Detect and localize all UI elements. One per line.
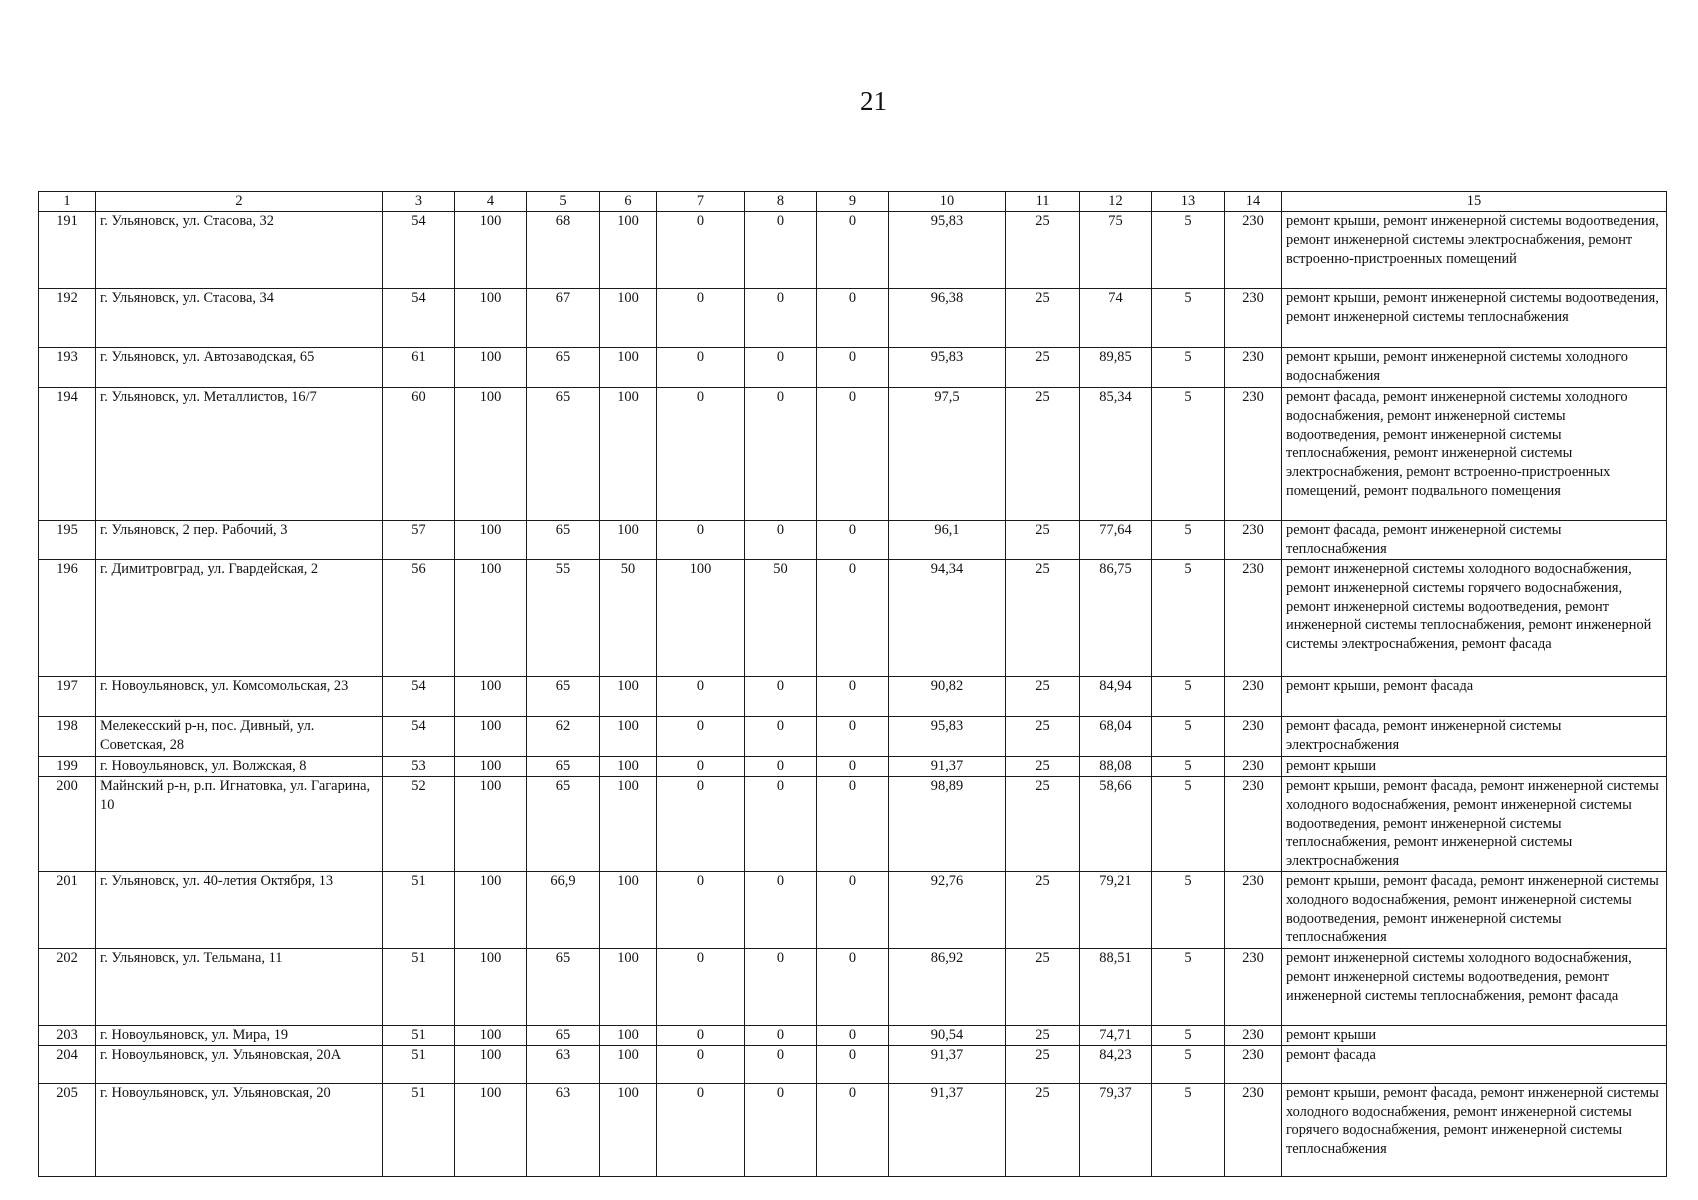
value-cell-c10: 97,5 xyxy=(889,388,1006,521)
table-row xyxy=(39,677,1667,717)
value-cell-c3: 54 xyxy=(383,677,455,717)
works-cell: ремонт крыши, ремонт инженерной системы водоотведения, ремонт инженерной системы электроснабжения, ремонт встроенно-пристроенных помещений xyxy=(1282,212,1667,289)
address-cell: г. Димитровград, ул. Гвардейская, 2 xyxy=(96,560,383,677)
value-cell-c8: 0 xyxy=(745,677,817,717)
value-cell-c12: 77,64 xyxy=(1080,521,1152,560)
value-cell-c3: 54 xyxy=(383,212,455,289)
address-cell: г. Ульяновск, ул. Автозаводская, 65 xyxy=(96,348,383,388)
value-cell-c7: 0 xyxy=(657,757,745,777)
works-cell: ремонт фасада xyxy=(1282,1045,1667,1083)
value-cell-c12: 79,37 xyxy=(1080,1083,1152,1176)
value-cell-c13: 5 xyxy=(1152,872,1225,949)
column-header: 8 xyxy=(745,192,817,212)
value-cell-c7: 0 xyxy=(657,1045,745,1083)
value-cell-c9: 0 xyxy=(817,388,889,521)
value-cell-c9: 0 xyxy=(817,717,889,757)
value-cell-c8: 0 xyxy=(745,717,817,757)
value-cell-c4: 100 xyxy=(455,677,527,717)
address-cell: г. Ульяновск, 2 пер. Рабочий, 3 xyxy=(96,521,383,560)
value-cell-c10: 95,83 xyxy=(889,717,1006,757)
value-cell-c6: 100 xyxy=(600,949,657,1026)
value-cell-c11: 25 xyxy=(1006,949,1080,1026)
value-cell-c5: 65 xyxy=(527,521,600,560)
value-cell-c9: 0 xyxy=(817,677,889,717)
value-cell-c6: 50 xyxy=(600,560,657,677)
value-cell-c14: 230 xyxy=(1225,949,1282,1026)
value-cell-c8: 0 xyxy=(745,388,817,521)
value-cell-c13: 5 xyxy=(1152,521,1225,560)
value-cell-c5: 63 xyxy=(527,1083,600,1176)
value-cell-c8: 0 xyxy=(745,1026,817,1046)
value-cell-c8: 50 xyxy=(745,560,817,677)
value-cell-c5: 65 xyxy=(527,677,600,717)
value-cell-c14: 230 xyxy=(1225,289,1282,348)
value-cell-c13: 5 xyxy=(1152,348,1225,388)
value-cell-c6: 100 xyxy=(600,521,657,560)
value-cell-c12: 58,66 xyxy=(1080,777,1152,872)
value-cell-c11: 25 xyxy=(1006,1026,1080,1046)
value-cell-c4: 100 xyxy=(455,1083,527,1176)
value-cell-c3: 54 xyxy=(383,717,455,757)
value-cell-c12: 74 xyxy=(1080,289,1152,348)
value-cell-c13: 5 xyxy=(1152,560,1225,677)
repair-program-table xyxy=(38,191,1667,1177)
value-cell-c4: 100 xyxy=(455,717,527,757)
value-cell-c11: 25 xyxy=(1006,560,1080,677)
table-body xyxy=(39,212,1667,1177)
works-cell: ремонт крыши, ремонт фасада, ремонт инженерной системы холодного водоснабжения, ремонт инженерной системы водоотведения, ремонт инженерной системы теплоснабжения xyxy=(1282,872,1667,949)
table-row xyxy=(39,949,1667,1026)
value-cell-c3: 57 xyxy=(383,521,455,560)
value-cell-c13: 5 xyxy=(1152,1026,1225,1046)
address-cell: г. Ульяновск, ул. Стасова, 34 xyxy=(96,289,383,348)
value-cell-c9: 0 xyxy=(817,1026,889,1046)
value-cell-c13: 5 xyxy=(1152,949,1225,1026)
column-header: 10 xyxy=(889,192,1006,212)
column-header: 12 xyxy=(1080,192,1152,212)
value-cell-c6: 100 xyxy=(600,1083,657,1176)
value-cell-c12: 68,04 xyxy=(1080,717,1152,757)
value-cell-c9: 0 xyxy=(817,949,889,1026)
value-cell-c11: 25 xyxy=(1006,521,1080,560)
works-cell: ремонт крыши, ремонт инженерной системы холодного водоснабжения xyxy=(1282,348,1667,388)
address-cell: г. Новоульяновск, ул. Ульяновская, 20 xyxy=(96,1083,383,1176)
value-cell-c3: 51 xyxy=(383,1026,455,1046)
value-cell-c3: 53 xyxy=(383,757,455,777)
column-header: 5 xyxy=(527,192,600,212)
value-cell-c13: 5 xyxy=(1152,388,1225,521)
value-cell-c14: 230 xyxy=(1225,1026,1282,1046)
value-cell-c13: 5 xyxy=(1152,289,1225,348)
value-cell-c4: 100 xyxy=(455,560,527,677)
value-cell-c3: 51 xyxy=(383,949,455,1026)
page-number: 21 xyxy=(860,86,887,116)
value-cell-c3: 54 xyxy=(383,289,455,348)
column-header: 13 xyxy=(1152,192,1225,212)
value-cell-c12: 88,51 xyxy=(1080,949,1152,1026)
value-cell-c10: 94,34 xyxy=(889,560,1006,677)
value-cell-c9: 0 xyxy=(817,757,889,777)
value-cell-c14: 230 xyxy=(1225,677,1282,717)
value-cell-c7: 0 xyxy=(657,388,745,521)
value-cell-c4: 100 xyxy=(455,348,527,388)
value-cell-c6: 100 xyxy=(600,872,657,949)
value-cell-c10: 91,37 xyxy=(889,1083,1006,1176)
value-cell-c10: 90,82 xyxy=(889,677,1006,717)
value-cell-c8: 0 xyxy=(745,212,817,289)
value-cell-c4: 100 xyxy=(455,1026,527,1046)
works-cell: ремонт фасада, ремонт инженерной системы теплоснабжения xyxy=(1282,521,1667,560)
value-cell-c3: 51 xyxy=(383,1083,455,1176)
row-number-cell: 192 xyxy=(39,289,96,348)
value-cell-c6: 100 xyxy=(600,289,657,348)
value-cell-c5: 65 xyxy=(527,1026,600,1046)
works-cell: ремонт крыши, ремонт фасада, ремонт инженерной системы холодного водоснабжения, ремонт инженерной системы горячего водоснабжения, ремонт инженерной системы теплоснабжения xyxy=(1282,1083,1667,1176)
value-cell-c12: 86,75 xyxy=(1080,560,1152,677)
value-cell-c7: 0 xyxy=(657,872,745,949)
address-cell: г. Новоульяновск, ул. Ульяновская, 20А xyxy=(96,1045,383,1083)
works-cell: ремонт крыши xyxy=(1282,1026,1667,1046)
value-cell-c11: 25 xyxy=(1006,388,1080,521)
value-cell-c14: 230 xyxy=(1225,348,1282,388)
value-cell-c8: 0 xyxy=(745,348,817,388)
value-cell-c14: 230 xyxy=(1225,388,1282,521)
value-cell-c10: 86,92 xyxy=(889,949,1006,1026)
value-cell-c7: 0 xyxy=(657,1083,745,1176)
value-cell-c13: 5 xyxy=(1152,757,1225,777)
value-cell-c5: 65 xyxy=(527,388,600,521)
value-cell-c11: 25 xyxy=(1006,212,1080,289)
value-cell-c10: 91,37 xyxy=(889,1045,1006,1083)
column-header: 15 xyxy=(1282,192,1667,212)
table-row xyxy=(39,757,1667,777)
value-cell-c10: 95,83 xyxy=(889,348,1006,388)
value-cell-c4: 100 xyxy=(455,388,527,521)
value-cell-c3: 52 xyxy=(383,777,455,872)
value-cell-c12: 89,85 xyxy=(1080,348,1152,388)
value-cell-c5: 66,9 xyxy=(527,872,600,949)
value-cell-c7: 0 xyxy=(657,348,745,388)
value-cell-c3: 61 xyxy=(383,348,455,388)
value-cell-c14: 230 xyxy=(1225,1045,1282,1083)
value-cell-c12: 88,08 xyxy=(1080,757,1152,777)
value-cell-c4: 100 xyxy=(455,777,527,872)
value-cell-c11: 25 xyxy=(1006,777,1080,872)
value-cell-c3: 51 xyxy=(383,872,455,949)
value-cell-c5: 55 xyxy=(527,560,600,677)
value-cell-c13: 5 xyxy=(1152,677,1225,717)
value-cell-c14: 230 xyxy=(1225,757,1282,777)
column-header: 11 xyxy=(1006,192,1080,212)
value-cell-c14: 230 xyxy=(1225,717,1282,757)
value-cell-c7: 0 xyxy=(657,212,745,289)
value-cell-c9: 0 xyxy=(817,1083,889,1176)
value-cell-c8: 0 xyxy=(745,872,817,949)
value-cell-c14: 230 xyxy=(1225,872,1282,949)
value-cell-c5: 65 xyxy=(527,777,600,872)
address-cell: г. Ульяновск, ул. Металлистов, 16/7 xyxy=(96,388,383,521)
value-cell-c4: 100 xyxy=(455,872,527,949)
value-cell-c8: 0 xyxy=(745,777,817,872)
table-row xyxy=(39,717,1667,757)
table-row xyxy=(39,777,1667,872)
value-cell-c4: 100 xyxy=(455,949,527,1026)
value-cell-c9: 0 xyxy=(817,560,889,677)
value-cell-c11: 25 xyxy=(1006,757,1080,777)
value-cell-c13: 5 xyxy=(1152,212,1225,289)
value-cell-c6: 100 xyxy=(600,1045,657,1083)
address-cell: г. Ульяновск, ул. Тельмана, 11 xyxy=(96,949,383,1026)
works-cell: ремонт инженерной системы холодного водоснабжения, ремонт инженерной системы водоотведения, ремонт инженерной системы теплоснабжения, ремонт фасада xyxy=(1282,949,1667,1026)
row-number-cell: 198 xyxy=(39,717,96,757)
works-cell: ремонт инженерной системы холодного водоснабжения, ремонт инженерной системы горячего водоснабжения, ремонт инженерной системы водоотведения, ремонт инженерной системы теплоснабжения, ремонт инженерной системы электроснабжения, ремонт фасада xyxy=(1282,560,1667,677)
table-row xyxy=(39,212,1667,289)
value-cell-c13: 5 xyxy=(1152,1045,1225,1083)
row-number-cell: 195 xyxy=(39,521,96,560)
value-cell-c5: 65 xyxy=(527,949,600,1026)
value-cell-c9: 0 xyxy=(817,777,889,872)
value-cell-c13: 5 xyxy=(1152,777,1225,872)
column-header: 7 xyxy=(657,192,745,212)
column-header: 9 xyxy=(817,192,889,212)
value-cell-c7: 0 xyxy=(657,521,745,560)
value-cell-c12: 85,34 xyxy=(1080,388,1152,521)
value-cell-c8: 0 xyxy=(745,521,817,560)
value-cell-c14: 230 xyxy=(1225,212,1282,289)
value-cell-c6: 100 xyxy=(600,757,657,777)
value-cell-c9: 0 xyxy=(817,212,889,289)
value-cell-c10: 90,54 xyxy=(889,1026,1006,1046)
table-row xyxy=(39,872,1667,949)
table-row xyxy=(39,348,1667,388)
row-number-cell: 204 xyxy=(39,1045,96,1083)
value-cell-c12: 79,21 xyxy=(1080,872,1152,949)
address-cell: Майнский р-н, р.п. Игнатовка, ул. Гагарина, 10 xyxy=(96,777,383,872)
value-cell-c14: 230 xyxy=(1225,1083,1282,1176)
value-cell-c7: 0 xyxy=(657,677,745,717)
value-cell-c7: 0 xyxy=(657,777,745,872)
value-cell-c9: 0 xyxy=(817,1045,889,1083)
row-number-cell: 193 xyxy=(39,348,96,388)
value-cell-c6: 100 xyxy=(600,1026,657,1046)
column-header: 2 xyxy=(96,192,383,212)
address-cell: г. Новоульяновск, ул. Волжская, 8 xyxy=(96,757,383,777)
column-header: 3 xyxy=(383,192,455,212)
value-cell-c3: 51 xyxy=(383,1045,455,1083)
value-cell-c8: 0 xyxy=(745,1083,817,1176)
value-cell-c14: 230 xyxy=(1225,560,1282,677)
address-cell: г. Новоульяновск, ул. Комсомольская, 23 xyxy=(96,677,383,717)
row-number-cell: 201 xyxy=(39,872,96,949)
row-number-cell: 203 xyxy=(39,1026,96,1046)
column-number-row xyxy=(39,192,1667,212)
value-cell-c4: 100 xyxy=(455,1045,527,1083)
value-cell-c7: 0 xyxy=(657,949,745,1026)
value-cell-c8: 0 xyxy=(745,289,817,348)
value-cell-c6: 100 xyxy=(600,777,657,872)
value-cell-c10: 95,83 xyxy=(889,212,1006,289)
value-cell-c12: 75 xyxy=(1080,212,1152,289)
value-cell-c3: 60 xyxy=(383,388,455,521)
table-row xyxy=(39,1026,1667,1046)
value-cell-c7: 100 xyxy=(657,560,745,677)
value-cell-c10: 92,76 xyxy=(889,872,1006,949)
value-cell-c11: 25 xyxy=(1006,677,1080,717)
works-cell: ремонт крыши xyxy=(1282,757,1667,777)
row-number-cell: 197 xyxy=(39,677,96,717)
address-cell: Мелекесский р-н, пос. Дивный, ул. Советская, 28 xyxy=(96,717,383,757)
address-cell: г. Ульяновск, ул. Стасова, 32 xyxy=(96,212,383,289)
row-number-cell: 196 xyxy=(39,560,96,677)
row-number-cell: 202 xyxy=(39,949,96,1026)
address-cell: г. Ульяновск, ул. 40-летия Октября, 13 xyxy=(96,872,383,949)
value-cell-c7: 0 xyxy=(657,717,745,757)
value-cell-c11: 25 xyxy=(1006,872,1080,949)
value-cell-c4: 100 xyxy=(455,757,527,777)
table-row xyxy=(39,521,1667,560)
value-cell-c5: 65 xyxy=(527,348,600,388)
value-cell-c11: 25 xyxy=(1006,348,1080,388)
value-cell-c12: 74,71 xyxy=(1080,1026,1152,1046)
value-cell-c13: 5 xyxy=(1152,717,1225,757)
value-cell-c6: 100 xyxy=(600,212,657,289)
value-cell-c9: 0 xyxy=(817,872,889,949)
value-cell-c6: 100 xyxy=(600,677,657,717)
value-cell-c11: 25 xyxy=(1006,1045,1080,1083)
row-number-cell: 194 xyxy=(39,388,96,521)
table-row xyxy=(39,560,1667,677)
value-cell-c6: 100 xyxy=(600,388,657,521)
value-cell-c5: 67 xyxy=(527,289,600,348)
value-cell-c4: 100 xyxy=(455,521,527,560)
works-cell: ремонт крыши, ремонт инженерной системы водоотведения, ремонт инженерной системы теплоснабжения xyxy=(1282,289,1667,348)
value-cell-c12: 84,23 xyxy=(1080,1045,1152,1083)
value-cell-c10: 98,89 xyxy=(889,777,1006,872)
works-cell: ремонт фасада, ремонт инженерной системы холодного водоснабжения, ремонт инженерной системы водоотведения, ремонт инженерной системы теплоснабжения, ремонт инженерной системы электроснабжения, ремонт встроенно-пристроенных помещений, ремонт подвального помещения xyxy=(1282,388,1667,521)
value-cell-c9: 0 xyxy=(817,289,889,348)
works-cell: ремонт крыши, ремонт фасада, ремонт инженерной системы холодного водоснабжения, ремонт инженерной системы водоотведения, ремонт инженерной системы теплоснабжения, ремонт инженерной системы электроснабжения xyxy=(1282,777,1667,872)
row-number-cell: 205 xyxy=(39,1083,96,1176)
value-cell-c11: 25 xyxy=(1006,1083,1080,1176)
value-cell-c8: 0 xyxy=(745,757,817,777)
works-cell: ремонт фасада, ремонт инженерной системы электроснабжения xyxy=(1282,717,1667,757)
value-cell-c11: 25 xyxy=(1006,289,1080,348)
value-cell-c9: 0 xyxy=(817,521,889,560)
value-cell-c6: 100 xyxy=(600,717,657,757)
value-cell-c6: 100 xyxy=(600,348,657,388)
value-cell-c10: 96,1 xyxy=(889,521,1006,560)
value-cell-c10: 96,38 xyxy=(889,289,1006,348)
column-header: 14 xyxy=(1225,192,1282,212)
value-cell-c5: 68 xyxy=(527,212,600,289)
table-row xyxy=(39,289,1667,348)
value-cell-c8: 0 xyxy=(745,1045,817,1083)
address-cell: г. Новоульяновск, ул. Мира, 19 xyxy=(96,1026,383,1046)
table-row xyxy=(39,388,1667,521)
row-number-cell: 199 xyxy=(39,757,96,777)
value-cell-c7: 0 xyxy=(657,1026,745,1046)
row-number-cell: 191 xyxy=(39,212,96,289)
value-cell-c4: 100 xyxy=(455,212,527,289)
value-cell-c7: 0 xyxy=(657,289,745,348)
works-cell: ремонт крыши, ремонт фасада xyxy=(1282,677,1667,717)
row-number-cell: 200 xyxy=(39,777,96,872)
value-cell-c5: 65 xyxy=(527,757,600,777)
table-row xyxy=(39,1045,1667,1083)
value-cell-c4: 100 xyxy=(455,289,527,348)
value-cell-c12: 84,94 xyxy=(1080,677,1152,717)
value-cell-c5: 63 xyxy=(527,1045,600,1083)
value-cell-c9: 0 xyxy=(817,348,889,388)
value-cell-c3: 56 xyxy=(383,560,455,677)
value-cell-c10: 91,37 xyxy=(889,757,1006,777)
value-cell-c13: 5 xyxy=(1152,1083,1225,1176)
value-cell-c11: 25 xyxy=(1006,717,1080,757)
value-cell-c8: 0 xyxy=(745,949,817,1026)
column-header: 4 xyxy=(455,192,527,212)
table-row xyxy=(39,1083,1667,1176)
value-cell-c5: 62 xyxy=(527,717,600,757)
value-cell-c14: 230 xyxy=(1225,521,1282,560)
column-header: 6 xyxy=(600,192,657,212)
column-header: 1 xyxy=(39,192,96,212)
value-cell-c14: 230 xyxy=(1225,777,1282,872)
